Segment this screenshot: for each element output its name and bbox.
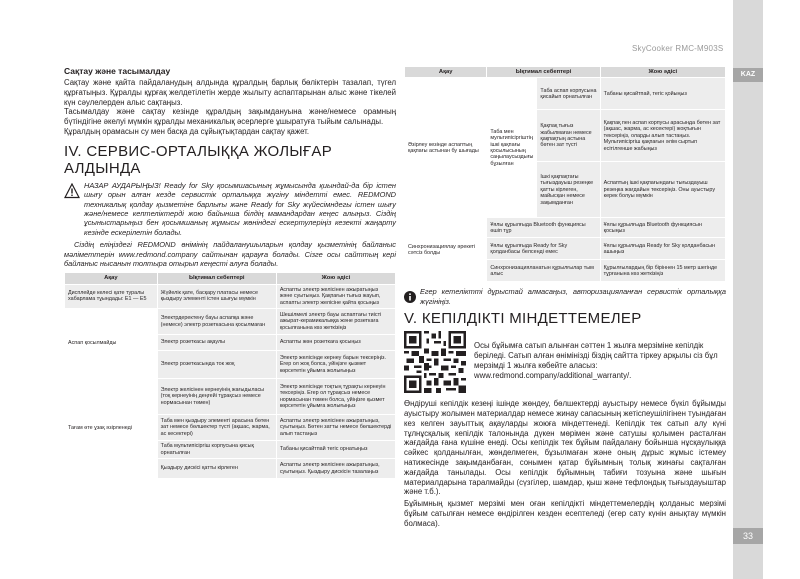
service-heading: IV. СЕРВИС-ОРТАЛЫҚҚА ЖОЛЫҒАР АЛДЫНДА bbox=[64, 142, 333, 177]
fault-cell: Тағам өте ұзақ әзірленеді bbox=[65, 379, 158, 479]
fix-cell: Құрылғылардың бір біріннен 15 метр шегінде тұрғанына көз жеткізіңіз bbox=[600, 260, 725, 282]
fix-cell: Ұялы құрылғыда Ready for Sky қолданбасын ашыңыз bbox=[600, 238, 725, 260]
info-icon bbox=[404, 291, 416, 303]
fix-cell: Электр желісінде тоқтың тұрақты кернеуін тексеріңіз. Егер ол тұрақсыз немесе нормасынан төмен болса, уйіңізге қызмет көрсететін ұйымға жолығыңыз bbox=[276, 379, 395, 415]
fix-cell: Қақпақ пен аспап корпусы арасында бөтен зат (ақшас, жарма, ас кесектері) жоқтығын тексеріңіз, оларды алып тастаңыз. Мультипісіргіш қақпағын әлім сыртып есітілгенше жабыңыз bbox=[600, 110, 725, 162]
column-header-fault: Ақау bbox=[65, 273, 158, 284]
fault-cell: Аспап қосылмайды bbox=[65, 309, 158, 379]
table-row bbox=[65, 379, 396, 415]
cause-group-cell: Таба мен мультипісіргіштің ішкі қақпағы қосылысының саңылаусыздығы бұзылған bbox=[487, 78, 537, 218]
table-row bbox=[65, 284, 396, 308]
fix-cell: Аспапты электр желісінен ажыратыңыз, суытыңыз. Қыздыру дискісін тазалаңыз bbox=[276, 459, 395, 479]
storage-paragraph-3: Құралдың орамасын су мен басқа да сұйықтықтардан сақтау қажет. bbox=[64, 126, 310, 136]
info-text: Егер кетеліктті дұрыстай алмасаңыз, авторизацияланған сервистік орталыққа жүгініңіз. bbox=[420, 287, 726, 306]
fix-cell: Ұялы құрылғыда Bluetooth функциясын қосыңыз bbox=[600, 218, 725, 238]
cause-cell: Қыздыру дискісі қатты кірлеген bbox=[157, 459, 276, 479]
warranty-paragraph-2: Бұйымның қызмет мерзімі мен оған кепілдікті міндеттемелердің қолданыс мерзімі бұйым сатылған немесе өндірілген кезден есептеледі (егер сату күнін анықтау мүмкін болмаса). bbox=[404, 499, 726, 528]
table-row bbox=[405, 218, 726, 238]
troubleshooting-table-left bbox=[64, 272, 396, 479]
fix-cell: Табаны қисайтпай тегіс орнатыңыз bbox=[276, 441, 395, 459]
right-column bbox=[404, 66, 726, 529]
fix-cell: Табаны қисайтпай, тегіс қойыңыз bbox=[600, 78, 725, 110]
storage-paragraph-1: Сақтау және қайта пайдаланудың алдында құралдың барлық бөліктерін тазалап, түгел құрғатыңыз. Құралды құрғақ желдетілетін жерде жылыту аспаптарынан алыс және тікелей күн сәулелерден алыс сақтаңыз. bbox=[64, 78, 396, 107]
table-row bbox=[65, 309, 396, 335]
cause-cell: Электр розеткасында ток жоқ bbox=[157, 351, 276, 379]
left-column bbox=[64, 66, 396, 479]
fault-cell: Дисплейде келесі қате туралы хабарлама тұындады: Е1 — Е5 bbox=[65, 284, 158, 308]
warning-block bbox=[64, 181, 396, 237]
side-strip bbox=[733, 0, 763, 579]
cause-cell: Ішкі қақпақтағы тығыздауыш резеңке қатты кірлеген, майысқан немесе зақымданған bbox=[537, 162, 600, 218]
cause-cell: Таба мультипісіргіш корпусына қисық орнатылған bbox=[157, 441, 276, 459]
fix-cell: Аспапты электр желісінен ажыратыңыз, суытыңыз. Бөтен затты немесе бөлшектерді алып тастаңыз bbox=[276, 415, 395, 441]
warning-text: НАЗАР АУДАРЫҢЫЗ! Ready for Sky қосымшасының жұмысында қиындай-да бір істен шығу орын алған кезде сервистік орталыққа жүгіну міндетті емес. REDMOND техникалық қолдау қызметіне барлығы және Ready for Sky жүйесімндегы істен шығу және/немесе кептеліктерді жою байынша білдің мамандардан кеңес алыңыз. Сіздің ұсыныстарыңыз бен қосымшаның жұмысы жөніндегі ескертулеріңіз кезекті жаңарту кезінде ескерілетін болады. bbox=[84, 180, 396, 237]
page-number: 33 bbox=[733, 528, 763, 544]
fault-cell: Әзірлеу кезінде аспаптың қақпағы астынан бу шығады bbox=[405, 78, 487, 218]
fix-cell: Аспапты жөн розеткаға қосыңыз bbox=[276, 335, 395, 351]
fix-cell: Аспапты электр желісінен ажыратыңыз және суытыңыз. Қақпағын тығыз жауып, аспапты электр желісіне қайта қосыңыз bbox=[276, 284, 395, 308]
header-model-title: SkyCooker RMC-M903S bbox=[632, 44, 724, 53]
column-header-cause: Ықтимал себептері bbox=[487, 67, 600, 78]
warning-icon bbox=[64, 183, 80, 199]
contact-text: Сіздің еліңіздегі REDMOND өнімінің пайдаланушыларын қолдау қызметінің байланыс мәліметтерін www.redmond.company сайтынан қарауға болады. Сізге осы сайттың кері байланыс нысанын толтыра отырып кеңесті алуға болады. bbox=[64, 240, 396, 269]
troubleshooting-table-right bbox=[404, 66, 726, 282]
warranty-qr-block bbox=[404, 331, 726, 393]
qr-code-icon bbox=[404, 331, 466, 393]
column-header-fix: Жою әдісі bbox=[276, 273, 395, 284]
cause-cell: Электр розеткасы ақаулы bbox=[157, 335, 276, 351]
fix-cell: Электр желісінде кернеу барын тексеріңіз. Егер ол жоқ болса, уйіңізге қызмет көрсететін ұйымға жолығыңыз bbox=[276, 351, 395, 379]
fix-cell: Аспаптың ішкі қақпағындағы тығыздауыш резеңка жағдайын тексеріңіз. Оны ауыстыру керек болуы мүмкін bbox=[600, 162, 725, 218]
cause-cell: Таба аспап корпусына қисайып орнатылған bbox=[537, 78, 600, 110]
cause-cell: Таба мен қыздыру элементі арасына бөтен зат немесе бөлшектер түсті (ақшас, жарма, ас кесектері) bbox=[157, 415, 276, 441]
cause-cell: Электр желісінен кернеуінің жағыдыласы (тоқ кернеуінің деңгейі тұрақсыз немесе нормасынан төмен) bbox=[157, 379, 276, 415]
cause-cell: Электрдеректену бауы аспапқа және (немесе) электр розеткасына қосылмаған bbox=[157, 309, 276, 335]
storage-heading: Сақтау және тасымалдау bbox=[64, 66, 171, 76]
column-header-cause: Ықтимал себептері bbox=[157, 273, 276, 284]
cause-cell: Синхронизацияланатын құрылғылар тым алыс bbox=[487, 260, 600, 282]
language-tab: KAZ bbox=[733, 68, 763, 82]
warranty-paragraph-1: Өндіруші кепілдік кезеңі ішінде жөндеу, бөлшектерді ауыстыру немесе бүкіл бұйымды ауыстыру жолымен материалдар немесе жинау сапасының жетіспеушілігінен туындаған кез келген зауыттық ақауларды жоюға міндеттенеді. Кепілдік тек сатып алу күні тұлнұсқалық кепілдік талонында дүкен мөрімен және сатушы қолымен расталған жағдайда ғана күшіне енеді. Осы кепілдік тек бұйым пайдалану бойынша нұсқаулыққа сәйкес қолданылған, жөнделмеген, бұзылмаған және оның дұрыс жұмыс істемеу натижесінде зақымданбаған, сонымен қатар бұйымның толық жинағы сақталған жағдайда танылады. Осы кепілдік бұйымның табиғи тозуына және шығын материалдарына таралмайды (сүзгілер, шамдар, қыш және тефлондық тығыздауыштар және т.б.). bbox=[404, 399, 726, 497]
warranty-heading: V. КЕПІЛДІКТІ МІНДЕТТЕМЕЛЕР bbox=[404, 310, 642, 328]
info-note bbox=[404, 287, 726, 306]
cause-cell: Ұялы құрылғыда Ready for Sky қолданбасы белсенді емес bbox=[487, 238, 600, 260]
table-row bbox=[405, 78, 726, 110]
cause-cell: Жүйелік қате, басқару платасы немесе қыздыру элементі істен шығуы мүмкін bbox=[157, 284, 276, 308]
fix-cell: Шешілмелі электр бауы аспаптағы тиісті ажырат-керамикалыққа және розеткаға қосылғанына көз жеткізіңіз bbox=[276, 309, 395, 335]
warranty-qr-text: Осы бұйымға сатып алынған сәттен 1 жылға мерзіміне кепілдік беріледі. Сатып алған өнімінізді біздің сайтта тіркеу арқылы сіз бұл мерзімді 1 жылға көбейте аласыз: www.redmond.company/additional_warranty/. bbox=[474, 341, 718, 380]
storage-paragraph-2: Тасымалдау және сақтау кезінде құралдың зақымдануына және/немесе орамның бүтіндігіне әкелуі мүмкін құралды механикалық әсерлерге ұшыратуға тыйым салынады. bbox=[64, 107, 396, 127]
column-header-fault: Ақау bbox=[405, 67, 487, 78]
fault-cell: Синхронизациялау әрекеті сәтсіз болды bbox=[405, 218, 487, 282]
cause-cell: Қақпақ тығыз жабылмаған немесе қақпақтың астына бөтен зат түсті bbox=[537, 110, 600, 162]
column-header-fix: Жою әдісі bbox=[600, 67, 725, 78]
cause-cell: Ұялы құрылғыда Bluetooth функциясы өшіп тұр bbox=[487, 218, 600, 238]
